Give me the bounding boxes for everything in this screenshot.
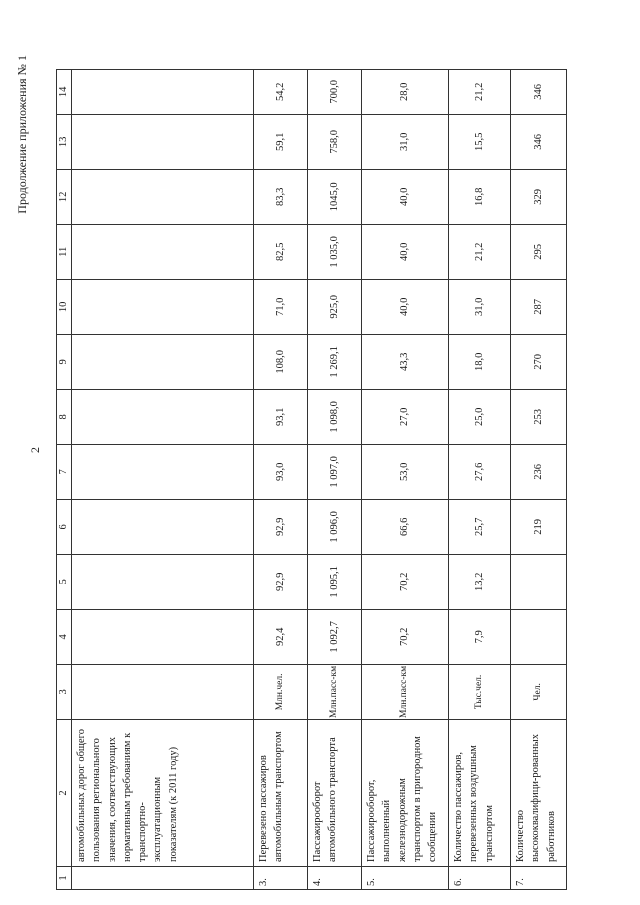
value-cell <box>72 554 254 609</box>
value-cell: 28,0 <box>362 69 449 114</box>
value-cell: 21,2 <box>449 224 511 279</box>
row-number-cell <box>72 867 254 890</box>
value-cell: 219 <box>511 499 567 554</box>
value-cell: 82,5 <box>254 224 308 279</box>
value-cell: 346 <box>511 114 567 169</box>
indicator-name-cell: автомобильных дорог общего пользования регионального значения, соответствующих нормативным требованиям к транспортно-эксплуатационным показателям (к 2011 году) <box>72 720 254 867</box>
value-cell <box>72 334 254 389</box>
value-cell: 40,0 <box>362 224 449 279</box>
column-number: 12 <box>57 169 72 224</box>
value-cell <box>72 224 254 279</box>
indicator-name-cell: Перевезено пассажиров автомобильным транспортом <box>254 720 308 867</box>
value-cell: 70,2 <box>362 609 449 664</box>
column-number: 3 <box>57 664 72 719</box>
value-cell <box>511 609 567 664</box>
value-cell <box>72 169 254 224</box>
value-cell: 92,4 <box>254 609 308 664</box>
value-cell <box>72 114 254 169</box>
column-number-row <box>57 69 72 889</box>
unit-cell: Тыс.чел. <box>449 664 511 719</box>
table-row <box>362 69 449 889</box>
indicators-table <box>56 69 567 890</box>
value-cell: 66,6 <box>362 499 449 554</box>
value-cell: 71,0 <box>254 279 308 334</box>
value-cell: 21,2 <box>449 69 511 114</box>
value-cell <box>72 389 254 444</box>
value-cell: 31,0 <box>362 114 449 169</box>
row-number-cell: 4. <box>308 867 362 890</box>
value-cell <box>72 444 254 499</box>
value-cell: 253 <box>511 389 567 444</box>
value-cell: 93,1 <box>254 389 308 444</box>
indicator-name-cell: Пассажирооборот, выполненный железнодорожным транспортом в пригородном сообщении <box>362 720 449 867</box>
value-cell: 43,3 <box>362 334 449 389</box>
value-cell: 16,8 <box>449 169 511 224</box>
unit-cell: Млн.пасс-км <box>308 664 362 719</box>
value-cell: 108,0 <box>254 334 308 389</box>
value-cell: 25,7 <box>449 499 511 554</box>
value-cell: 1 097,0 <box>308 444 362 499</box>
value-cell: 700,0 <box>308 69 362 114</box>
appendix-continuation-label: Продолжение приложения № 1 <box>15 55 29 214</box>
table-row <box>72 69 254 889</box>
column-number: 4 <box>57 609 72 664</box>
value-cell: 1 269,1 <box>308 334 362 389</box>
column-number: 1 <box>57 867 72 890</box>
value-cell: 7,9 <box>449 609 511 664</box>
value-cell: 346 <box>511 69 567 114</box>
indicator-name-cell: Количество высококвалифици-рованных работников <box>511 720 567 867</box>
column-number: 11 <box>57 224 72 279</box>
unit-cell <box>72 664 254 719</box>
value-cell: 92,9 <box>254 499 308 554</box>
value-cell: 70,2 <box>362 554 449 609</box>
value-cell <box>72 279 254 334</box>
value-cell: 329 <box>511 169 567 224</box>
column-number: 5 <box>57 554 72 609</box>
page-number: 2 <box>28 447 42 453</box>
column-number: 2 <box>57 720 72 867</box>
value-cell: 270 <box>511 334 567 389</box>
row-number-cell: 5. <box>362 867 449 890</box>
value-cell: 758,0 <box>308 114 362 169</box>
table-row <box>254 69 308 889</box>
value-cell: 54,2 <box>254 69 308 114</box>
column-number: 6 <box>57 499 72 554</box>
value-cell: 1 096,0 <box>308 499 362 554</box>
table-row <box>308 69 362 889</box>
column-number: 14 <box>57 69 72 114</box>
value-cell: 27,6 <box>449 444 511 499</box>
value-cell: 1 095,1 <box>308 554 362 609</box>
column-number: 10 <box>57 279 72 334</box>
value-cell: 1 035,0 <box>308 224 362 279</box>
value-cell: 92,9 <box>254 554 308 609</box>
value-cell: 18,0 <box>449 334 511 389</box>
table-row <box>449 69 511 889</box>
row-number-cell: 6. <box>449 867 511 890</box>
value-cell: 40,0 <box>362 169 449 224</box>
column-number: 13 <box>57 114 72 169</box>
value-cell: 295 <box>511 224 567 279</box>
column-number: 8 <box>57 389 72 444</box>
column-number: 9 <box>57 334 72 389</box>
value-cell: 925,0 <box>308 279 362 334</box>
value-cell: 31,0 <box>449 279 511 334</box>
unit-cell: Млн.чел. <box>254 664 308 719</box>
value-cell: 83,3 <box>254 169 308 224</box>
unit-cell: Чел. <box>511 664 567 719</box>
value-cell <box>511 554 567 609</box>
indicator-name-cell: Пассажирооборот автомобильного транспорта <box>308 720 362 867</box>
value-cell <box>72 609 254 664</box>
value-cell: 1 092,7 <box>308 609 362 664</box>
value-cell: 27,0 <box>362 389 449 444</box>
value-cell <box>72 69 254 114</box>
table-row <box>511 69 567 889</box>
row-number-cell: 3. <box>254 867 308 890</box>
value-cell: 25,0 <box>449 389 511 444</box>
value-cell: 236 <box>511 444 567 499</box>
value-cell: 93,0 <box>254 444 308 499</box>
column-number: 7 <box>57 444 72 499</box>
value-cell: 1045,0 <box>308 169 362 224</box>
value-cell: 1 098,0 <box>308 389 362 444</box>
value-cell: 287 <box>511 279 567 334</box>
value-cell <box>72 499 254 554</box>
indicator-name-cell: Количество пассажиров, перевезенных воздушным транспортом <box>449 720 511 867</box>
value-cell: 53,0 <box>362 444 449 499</box>
row-number-cell: 7. <box>511 867 567 890</box>
table-body <box>57 69 567 889</box>
unit-cell: Млн.пасс-км <box>362 664 449 719</box>
value-cell: 40,0 <box>362 279 449 334</box>
value-cell: 15,5 <box>449 114 511 169</box>
value-cell: 59,1 <box>254 114 308 169</box>
value-cell: 13,2 <box>449 554 511 609</box>
